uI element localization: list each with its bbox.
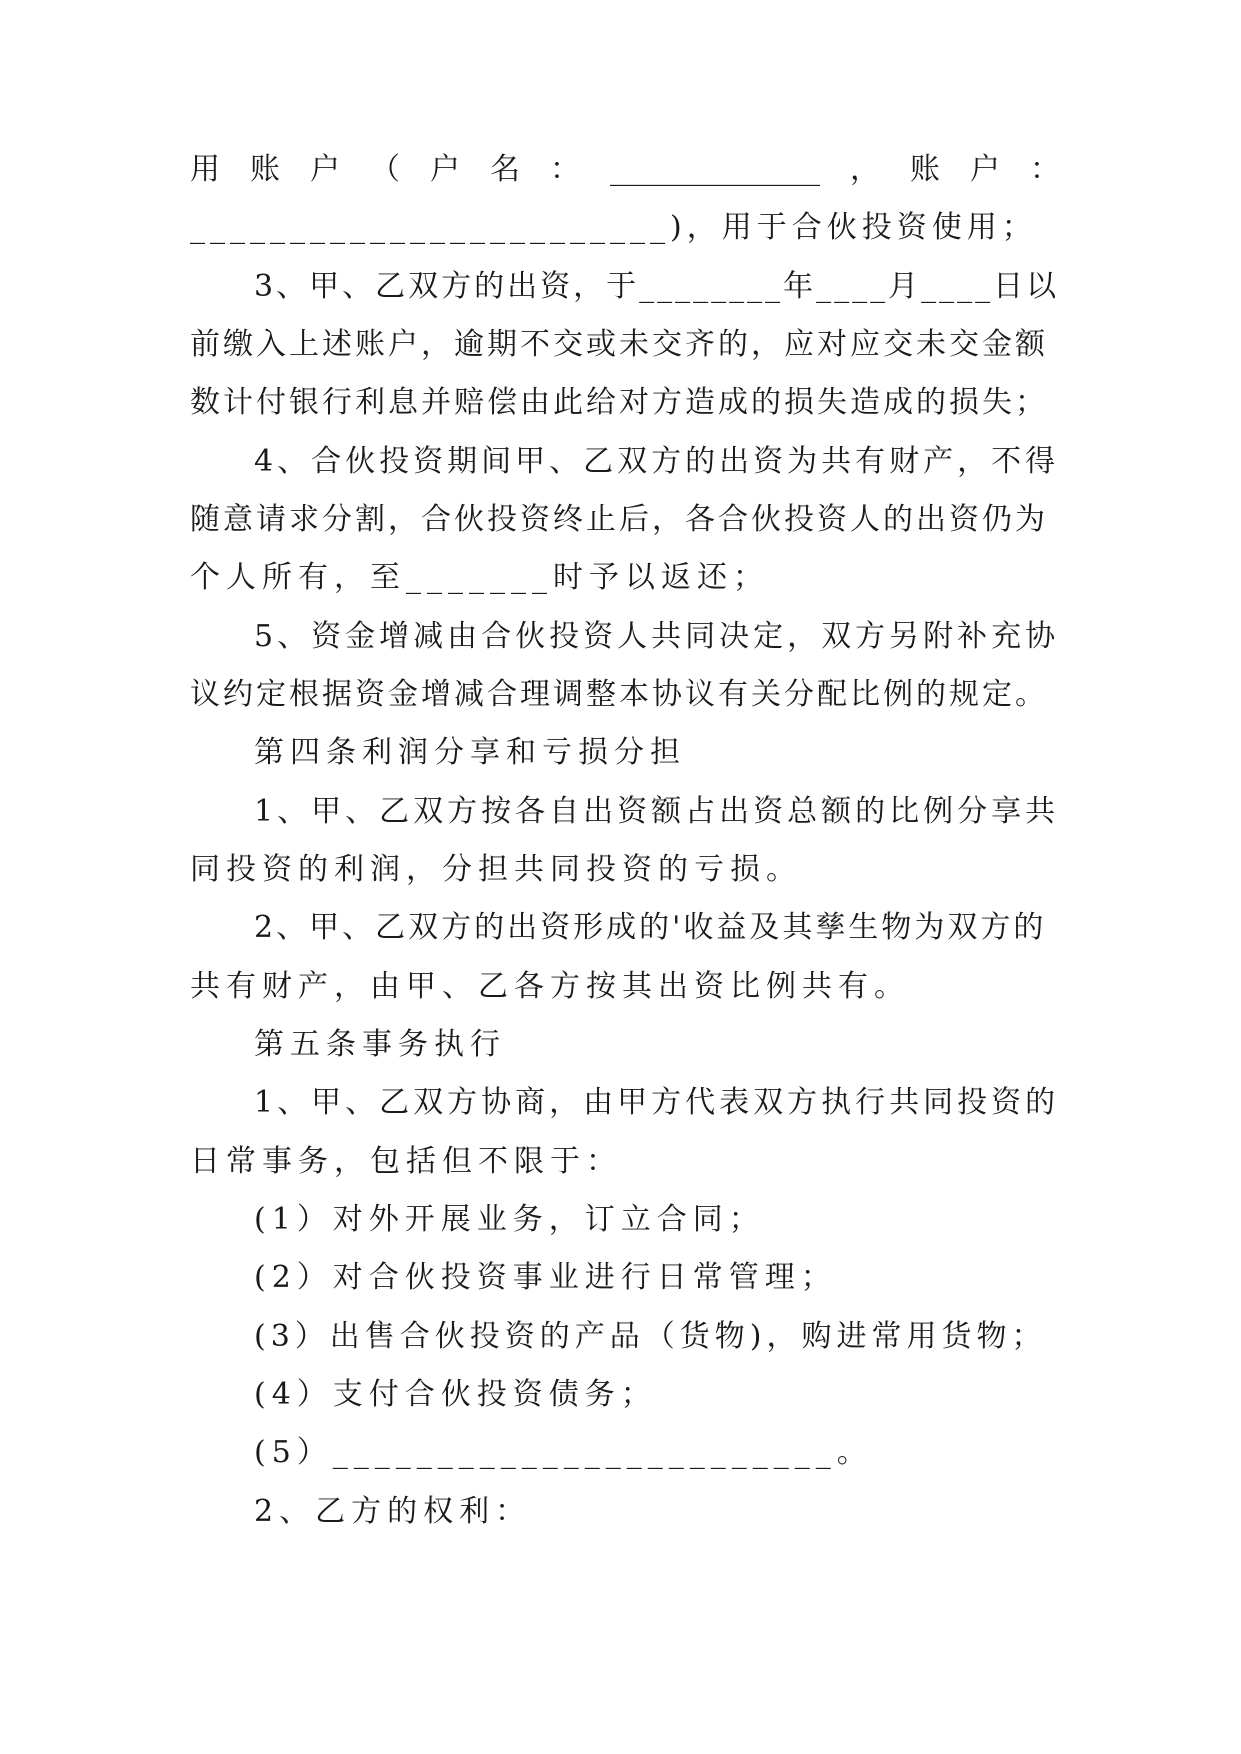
text-line: 同投资的利润，分担共同投资的亏损。: [190, 852, 802, 887]
line-part: （: [370, 152, 400, 187]
blank-field: ______________: [610, 152, 820, 187]
list-item: (5）________________________。: [254, 1435, 873, 1470]
text-line: 5、资金增减由合伙投资人共同决定，双方另附补充协: [254, 619, 1060, 654]
text-line: 3、甲、乙双方的出资，于________年____月____日以: [254, 269, 1060, 304]
line-part: 名: [490, 152, 520, 187]
text-line: ________________________)，用于合伙投资使用；: [190, 210, 1037, 245]
text-line: 2、乙方的权利：: [254, 1494, 532, 1529]
section-heading: 第五条事务执行: [254, 1027, 506, 1062]
text-line: 1、甲、乙双方按各自出资额占出资总额的比例分享共: [254, 794, 1060, 829]
text-line: 议约定根据资金增减合理调整本协议有关分配比例的规定。: [190, 677, 1048, 712]
line-part: 用: [190, 152, 220, 187]
text-line: 前缴入上述账户，逾期不交或未交齐的，应对应交未交金额: [190, 327, 1048, 362]
line-part: 账: [910, 152, 940, 187]
line-part: ，: [850, 152, 880, 187]
text-line: 2、甲、乙双方的出资形成的'收益及其孳生物为双方的: [254, 910, 1047, 945]
text-line: 数计付银行利息并赔偿由此给对方造成的损失造成的损失；: [190, 385, 1048, 420]
line-part: 户: [310, 152, 340, 187]
list-item: (1）对外开展业务，订立合同；: [254, 1202, 765, 1237]
text-line-1: [190, 150, 1060, 190]
list-item: (2）对合伙投资事业进行日常管理；: [254, 1260, 837, 1295]
line-part: ：: [550, 152, 580, 187]
line-part: 户: [430, 152, 460, 187]
list-item: (3）出售合伙投资的产品（货物)，购进常用货物；: [254, 1319, 1047, 1354]
line-part: 户: [970, 152, 1000, 187]
text-line: 日常事务，包括但不限于：: [190, 1144, 622, 1179]
text-line: 随意请求分割，合伙投资终止后，各合伙投资人的出资仍为: [190, 502, 1048, 537]
text-line: 4、合伙投资期间甲、乙双方的出资为共有财产，不得: [254, 444, 1060, 479]
list-item: (4）支付合伙投资债务；: [254, 1377, 657, 1412]
text-line: 共有财产，由甲、乙各方按其出资比例共有。: [190, 969, 910, 1004]
section-heading: 第四条利润分享和亏损分担: [254, 735, 686, 770]
line-part: ：: [1030, 152, 1060, 187]
text-line: 1、甲、乙双方协商，由甲方代表双方执行共同投资的: [254, 1085, 1060, 1120]
text-line: 个人所有，至_______时予以返还；: [190, 560, 769, 595]
line-part: 账: [250, 152, 280, 187]
